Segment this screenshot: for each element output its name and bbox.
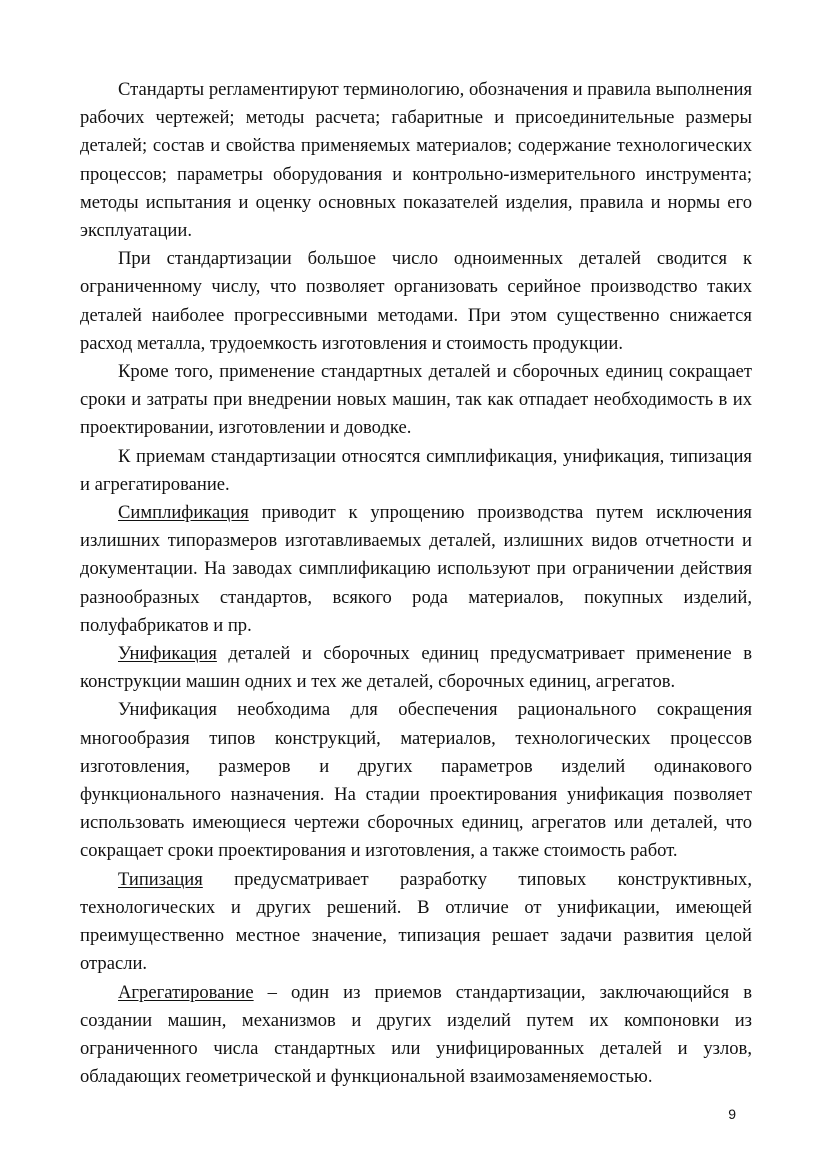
term-typification: Типизация bbox=[118, 868, 203, 890]
paragraph-typification bbox=[80, 866, 752, 979]
paragraph-aggregation bbox=[80, 979, 752, 1092]
paragraph-standardization bbox=[80, 245, 752, 358]
paragraph-text: Унификация необходима для обеспечения рационального сокращения многообразия типов конструкций, материалов, технологических процессов изготовления, размеров и других параметров изделий одинакового функционального назначения. На стадии проектирования унификация позволяет использовать имеющиеся чертежи сборочных единиц, агрегатов или деталей, что сокращает сроки проектирования и изготовления, а также стоимость работ. bbox=[80, 699, 752, 862]
paragraph-unification-need bbox=[80, 696, 752, 865]
paragraph-text: Кроме того, применение стандартных деталей и сборочных единиц сокращает сроки и затраты при внедрении новых машин, так как отпадает необходимость в их проектировании, изготовлении и доводке. bbox=[80, 361, 752, 439]
paragraph-standard-parts bbox=[80, 358, 752, 443]
paragraph-text: предусматривает разработку типовых конструктивных, технологических и других решений. В отличие от унификации, имеющей преимущественно местное значение, типизация решает задачи развития целой отрасли. bbox=[80, 868, 752, 975]
term-simplification: Симплификация bbox=[118, 502, 249, 524]
paragraph-standards bbox=[80, 76, 752, 245]
paragraph-text: приводит к упрощению производства путем исключения излишних типоразмеров изготавливаемых деталей, излишних видов отчетности и документации. На заводах симплификацию используют при ограничении действия разнообразных стандартов, всякого рода материалов, покупных изделий, полуфабрикатов и пр. bbox=[80, 502, 752, 636]
paragraph-unification bbox=[80, 640, 752, 696]
paragraph-text: Стандарты регламентируют терминологию, обозначения и правила выполнения рабочих чертежей; методы расчета; габаритные и присоединительные размеры деталей; состав и свойства применяемых материалов; содержание технологических процессов; параметры оборудования и контрольно-измерительного инструмента; методы испытания и оценку основных показателей изделия, правила и нормы его эксплуатации. bbox=[80, 79, 752, 242]
paragraph-text: При стандартизации большое число одноименных деталей сводится к ограниченному числу, что позволяет организовать серийное производство таких деталей наиболее прогрессивными методами. При этом существенно снижается расход металла, трудоемкость изготовления и стоимость продукции. bbox=[80, 248, 752, 354]
term-unification: Унификация bbox=[118, 643, 217, 665]
paragraph-simplification bbox=[80, 499, 752, 640]
paragraph-methods bbox=[80, 443, 752, 499]
paragraph-text: К приемам стандартизации относятся симплификация, унификация, типизация и агрегатирование. bbox=[80, 445, 752, 495]
term-aggregation: Агрегатирование bbox=[118, 981, 254, 1003]
page-number: 9 bbox=[728, 1106, 736, 1122]
paragraph-text: – один из приемов стандартизации, заключающийся в создании машин, механизмов и других изделий путем их компоновки из ограниченного числа стандартных или унифицированных деталей и узлов, обладающих геометрической и функциональной взаимозаменяемостью. bbox=[80, 981, 752, 1088]
document-body bbox=[80, 76, 752, 1091]
paragraph-text: деталей и сборочных единиц предусматривает применение в конструкции машин одних и тех же деталей, сборочных единиц, агрегатов. bbox=[80, 643, 752, 693]
